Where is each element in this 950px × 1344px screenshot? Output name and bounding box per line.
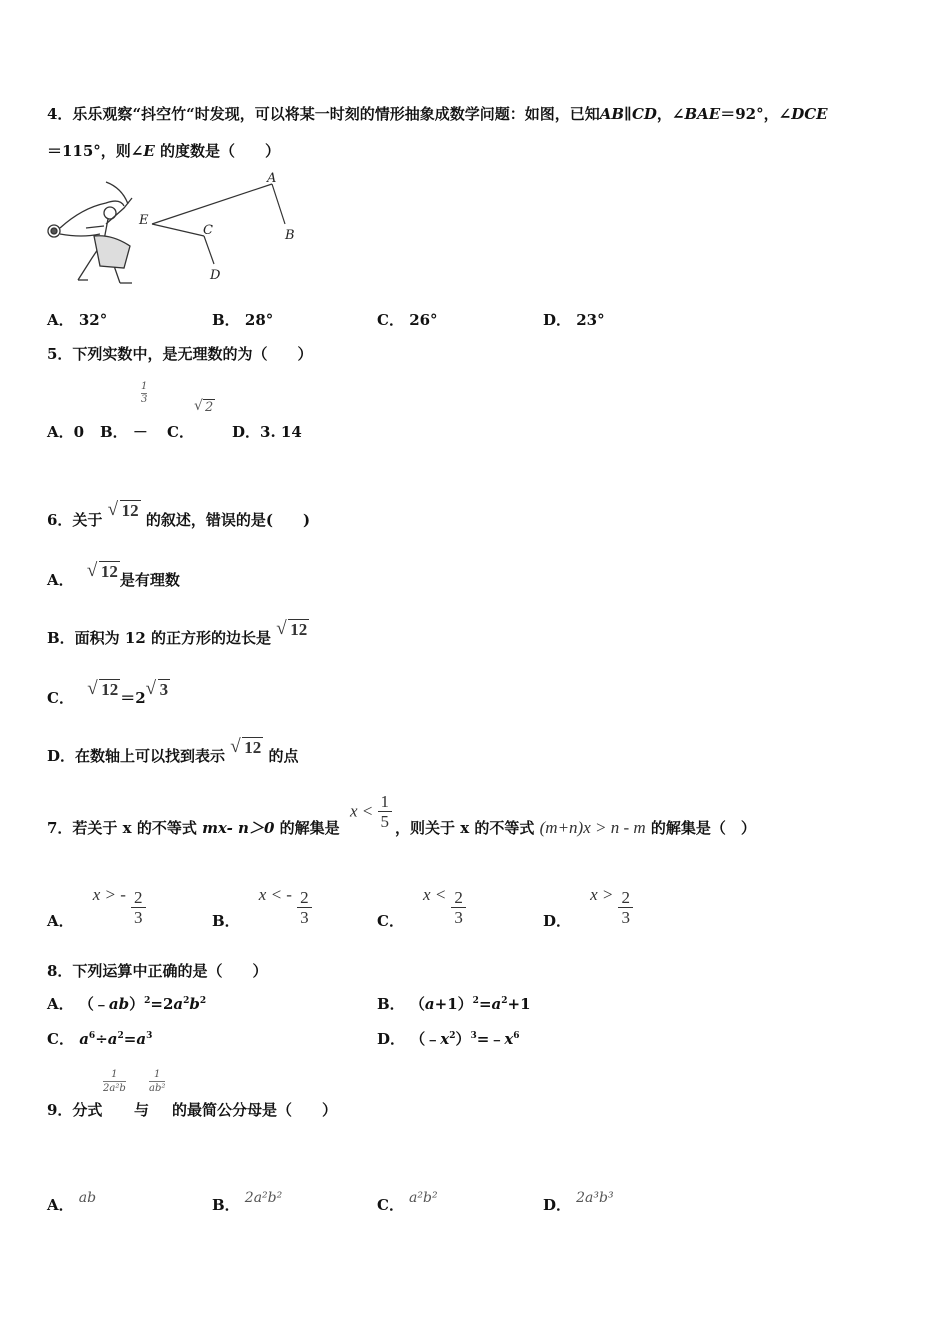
q7-option-a[interactable] xyxy=(47,876,146,930)
q6-stem-b: 的叙述，错误的是( ) xyxy=(145,511,311,529)
q4-label-a: A xyxy=(267,171,277,186)
q4-label-c: C xyxy=(203,223,213,238)
equals-two: ＝2 xyxy=(120,689,146,707)
q7-option-d[interactable] xyxy=(543,876,633,930)
sqrt12: √ 12 xyxy=(86,560,118,581)
option-text-tail: 的点 xyxy=(268,747,299,765)
fraction-denominator: 3 xyxy=(134,908,143,927)
option-key: C． xyxy=(47,689,74,707)
fraction-denominator: 3 xyxy=(300,908,309,927)
fraction-denominator: 3 xyxy=(454,908,463,927)
q4-label-e: E xyxy=(139,213,149,228)
q9-option-d[interactable] xyxy=(543,1186,614,1214)
option-key: A． xyxy=(47,912,74,930)
q7-inequality-1: mx- n＞0 xyxy=(202,819,275,837)
radicand: 3 xyxy=(159,680,169,699)
option-fraction xyxy=(451,888,466,927)
radicand: 12 xyxy=(121,501,139,520)
q6-option-c[interactable] xyxy=(47,678,170,708)
diabolo-player-illustration xyxy=(48,182,132,283)
fraction-numerator: 1 xyxy=(378,792,393,812)
sqrt12: √ 12 xyxy=(276,618,308,639)
q7-text-c: ，则关于 x 的不等式 xyxy=(395,819,535,837)
option-fraction xyxy=(618,888,633,927)
radicand: 12 xyxy=(100,562,118,581)
sqrt12: √ 12 xyxy=(230,736,262,757)
q4-option-b[interactable] xyxy=(212,309,273,330)
q4-figure xyxy=(42,168,302,292)
option-text: B．面积为 12 的正方形的边长是 xyxy=(47,629,271,647)
option-fraction xyxy=(131,888,146,927)
q5-option-b[interactable] xyxy=(100,421,148,442)
option-key: D． xyxy=(543,912,572,930)
q4-angle-e: E xyxy=(143,142,155,160)
fraction-numerator: 2 xyxy=(451,888,466,908)
q5-c-sqrt: √ 2 xyxy=(194,398,214,415)
q7-option-c[interactable] xyxy=(377,876,466,930)
option-value: 28° xyxy=(244,311,274,329)
option-value: 23° xyxy=(576,311,605,329)
option-rel: x > xyxy=(590,885,614,904)
q8-option-d[interactable]: D． $(﹣x^2)^3=﹣x^6$ xyxy=(377,1030,520,1048)
fraction-numerator: 1 xyxy=(141,381,148,392)
fraction-numerator: 1 xyxy=(103,1068,126,1082)
q8-option-c[interactable]: C． $a^6\div a^2=a^3$ xyxy=(47,1030,153,1048)
fraction-denominator: 3 xyxy=(141,394,148,405)
q7-option-b[interactable] xyxy=(212,876,312,930)
option-value: ab xyxy=(78,1190,97,1206)
fraction-numerator: 1 xyxy=(149,1068,165,1082)
option-fraction xyxy=(297,888,312,927)
q6-stem-a: 6．关于 xyxy=(47,511,103,529)
option-key: A． xyxy=(47,311,74,329)
option-key: B． xyxy=(212,311,240,329)
q7-solution xyxy=(350,792,392,831)
q6-option-b[interactable] xyxy=(47,618,309,648)
fraction-denominator: 3 xyxy=(621,908,630,927)
q4-label-b: B xyxy=(285,228,295,243)
q6-option-d[interactable] xyxy=(47,736,299,766)
q4-dce-value: ＝115°，则∠ xyxy=(47,142,144,160)
q4-cond-ab-cd: AB∥CD xyxy=(599,105,657,123)
option-value: 2a³b³ xyxy=(576,1190,614,1206)
option-key: C． xyxy=(377,912,404,930)
sqrt3: √ 3 xyxy=(145,678,169,699)
q7-solution-rel: x < xyxy=(350,801,374,821)
q5-stem: 5．下列实数中，是无理数的为（ ） xyxy=(47,345,313,363)
q4-option-c[interactable] xyxy=(377,309,438,330)
q8-stem: 8．下列运算中正确的是（ ） xyxy=(47,962,268,980)
q7-inequality-2: (m+n)x > n - m xyxy=(539,818,646,837)
option-key: D． xyxy=(543,311,572,329)
q8-option-b[interactable]: B． $(a+1)^2=a^2+1$ xyxy=(377,995,531,1013)
q9-option-b[interactable] xyxy=(212,1186,283,1214)
q6-stem xyxy=(47,499,311,530)
radicand: 2 xyxy=(205,400,214,415)
q9-stem-a: 9．分式 xyxy=(47,1101,103,1119)
fraction-denominator: 2a²b xyxy=(103,1083,126,1094)
option-value: 32° xyxy=(78,311,108,329)
option-key: C． xyxy=(47,1030,74,1048)
sqrt12: √ 12 xyxy=(87,678,119,699)
option-key: D． xyxy=(377,1030,406,1048)
option-value: 2a²b² xyxy=(244,1190,283,1206)
fraction-numerator: 2 xyxy=(131,888,146,908)
q4-stem-text: 4．乐乐观察“抖空竹“时发现，可以将某一时刻的情形抽象成数学问题：如图，已知 xyxy=(47,105,600,123)
option-rel: x < xyxy=(423,885,447,904)
option-key: C． xyxy=(377,311,404,329)
q4-geometry-lines xyxy=(152,184,285,264)
option-key: A． xyxy=(47,995,74,1013)
q5-option-c[interactable]: C． xyxy=(167,423,194,441)
option-key: A． xyxy=(47,571,74,589)
q4-stem-line1 xyxy=(47,103,828,124)
fraction-denominator: ab² xyxy=(149,1083,166,1094)
q4-label-d: D xyxy=(210,268,221,283)
q9-stem-mid: 与 xyxy=(134,1101,150,1119)
q9-option-a[interactable] xyxy=(47,1186,97,1214)
q5-option-d[interactable]: D．3. 14 xyxy=(232,423,302,441)
q4-option-d[interactable] xyxy=(543,309,605,330)
option-text: D．在数轴上可以找到表示 xyxy=(47,747,226,765)
option-key: D． xyxy=(543,1196,572,1214)
fraction-denominator: 5 xyxy=(380,812,390,831)
q9-option-c[interactable] xyxy=(377,1186,438,1214)
fraction-numerator: 2 xyxy=(297,888,312,908)
q9-fraction-1 xyxy=(103,1068,126,1095)
q4-cond-bae: BAE xyxy=(684,105,721,123)
q7-solution-fraction xyxy=(378,792,393,831)
q9-stem-b: 的最简公分母是（ ） xyxy=(172,1101,338,1119)
option-key: B． xyxy=(100,423,128,441)
q8-option-a[interactable]: A． $(﹣ab)^2=2a^2b^2$ xyxy=(47,995,207,1013)
q5-b-fraction xyxy=(141,381,147,406)
q7-stem-a xyxy=(47,817,340,838)
minus-sign: － xyxy=(132,423,148,441)
q4-cond-dce: DCE xyxy=(791,105,828,123)
fraction-numerator: 2 xyxy=(618,888,633,908)
q7-text-d: 的解集是（ ） xyxy=(650,819,756,837)
q9-fraction-2 xyxy=(149,1068,165,1095)
option-key: B． xyxy=(377,995,405,1013)
option-rel: x < - xyxy=(258,885,292,904)
option-rel: x > - xyxy=(92,885,126,904)
option-key: B． xyxy=(212,912,240,930)
radicand: 12 xyxy=(244,738,262,757)
radicand: 12 xyxy=(290,620,308,639)
option-value: a²b² xyxy=(409,1190,438,1206)
option-text: 是有理数 xyxy=(119,571,180,589)
q6-sqrt12: √ 12 xyxy=(107,499,139,520)
radicand: 12 xyxy=(101,680,119,699)
q4-sep: ，∠ xyxy=(656,105,685,123)
option-key: C． xyxy=(377,1196,404,1214)
option-key: A． xyxy=(47,1196,74,1214)
q5-option-a[interactable]: A．0 xyxy=(47,423,85,441)
option-value: 26° xyxy=(409,311,438,329)
q7-text-b: 的解集是 xyxy=(279,819,340,837)
q4-bae-value: ＝92°，∠ xyxy=(720,105,792,123)
q4-stem-line2 xyxy=(47,140,280,161)
q4-option-a[interactable] xyxy=(47,309,107,330)
q7-stem-b xyxy=(395,817,756,838)
q6-option-a[interactable] xyxy=(47,560,180,590)
q7-text-a: 7．若关于 x 的不等式 xyxy=(47,819,197,837)
q4-question: 的度数是（ ） xyxy=(154,142,281,160)
option-key: B． xyxy=(212,1196,240,1214)
